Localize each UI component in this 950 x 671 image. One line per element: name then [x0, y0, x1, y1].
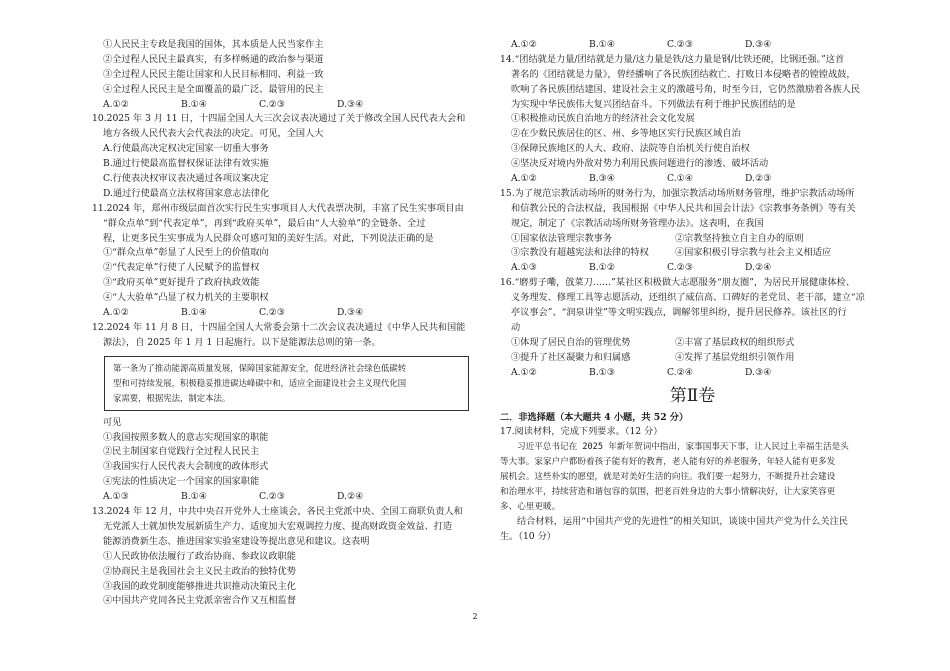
q13-option-b: B.①④ [589, 39, 616, 50]
q12-stem-1: 12.2024 年 11 月 8 日，十四届全国人大常委会第十二次会议表决通过《中华人民共和国能 [92, 321, 466, 333]
q11-option-a: A.①② [103, 307, 130, 319]
q17-material-line-2: 等大事。家家户户都盼着孩子能有好的教育，老人能有好的养老服务，年轻人能有更多发 [500, 457, 836, 468]
q10-option-a: A.行使最高决定权决定国家一切重大事务 [103, 143, 269, 155]
q17-material-line-5: 多、心里更暖。 [500, 502, 561, 513]
q13-option-a: A.①② [511, 39, 538, 50]
q10-option-b: B.通过行使最高监督权保证法律有效实施 [103, 158, 269, 170]
q9-tail [92, 38, 474, 112]
q15-option-b: B.①② [589, 262, 616, 274]
q12-lead: 可见 [103, 416, 122, 428]
left-column [92, 38, 474, 609]
q12-box-line-2: 型和可持续发展，积极稳妥推进碳达峰碳中和，适应全面建设社会主义现代化国 [113, 377, 407, 388]
q13-stem-1: 13.2024 年 12 月，中共中央召开党外人士座谈会，各民主党派中央、全国工商联负责人和 [92, 506, 463, 518]
q17-material-line-1: 习近平总书记在 2025 年新年贺词中指出，家事国事天下事，让人民过上幸福生活是头 [517, 442, 849, 453]
q15-item-2: ②宗教坚持独立自主自办的原则 [675, 232, 804, 244]
q16-stem-2: 义务理发、修理工具等志愿活动，还组织了威信高、口碑好的老党员、老干部，建立“凉 [511, 292, 865, 304]
q13-item-4: ④中国共产党同各民主党派亲密合作又互相监督 [103, 595, 296, 607]
q12-item-2: ②民主制国家自觉践行全过程人民民主 [103, 446, 260, 458]
q11-stem-3: 程，让更多民生实事成为人民群众可感可知的美好生活。对此，下列说法正确的是 [103, 232, 434, 244]
q13-stem-2: 无党派人士就加快发展新质生产力、适度加大宏观调控力度、提高财政资金效益、打造 [103, 520, 453, 532]
q14-item-2: ②在少数民族居住的区、州、乡等地区实行民族区域自治 [511, 128, 741, 140]
q9-option-b: B.①④ [181, 98, 208, 110]
q16-item-1: ①体现了居民自治的管理优势 [511, 336, 631, 348]
q9-option-a: A.①② [103, 98, 130, 110]
q15-stem-2: 和信教公民的合法权益，我国根据《中华人民共和国会计法》《宗教事务条例》等有关 [511, 202, 856, 214]
question-10 [92, 112, 474, 201]
q16-option-d: D.③④ [745, 366, 772, 378]
q14-option-c: C.①④ [667, 173, 694, 185]
q15-options [500, 261, 885, 276]
q14-options [500, 172, 885, 187]
q11-option-c: C.②③ [259, 307, 286, 319]
q15-item-4: ④国家积极引导宗教与社会主义相适应 [675, 247, 832, 259]
q16-item-3: ③提升了社区凝聚力和归属感 [511, 351, 631, 363]
q15-item-3: ③宗教没有超越宪法和法律的特权 [511, 247, 649, 259]
q10-stem-1: 10.2025 年 3 月 11 日，十四届全国人大三次会议表决通过了关于修改全国人民代表大会和 [92, 113, 466, 125]
q11-option-b: B.①④ [181, 307, 208, 319]
part-two-title: 第Ⅱ卷 [669, 386, 716, 407]
q16-stem-3: 亭议事会”、“润泉讲堂”等文明实践点，调解邻里纠纷，提升居民修养。该社区的行 [511, 307, 847, 319]
q16-items-row-1 [500, 336, 885, 351]
q16-options [500, 366, 885, 381]
q15-items-row-2 [500, 246, 885, 261]
question-14 [500, 53, 885, 187]
question-16 [500, 276, 885, 380]
q16-option-b: B.①③ [589, 366, 616, 378]
q13-options [500, 38, 885, 53]
q12-option-a: A.①③ [103, 491, 130, 503]
q16-items-row-2 [500, 351, 885, 366]
q12-options [92, 490, 474, 505]
q15-items-row-1 [500, 232, 885, 247]
q11-item-1: ①“群众点单”彰显了人民至上的价值取向 [103, 247, 269, 259]
q12-box-line-1: 第一条为了推动能源高质量发展，保障国家能源安全，促进经济社会绿色低碳转 [113, 362, 407, 373]
q16-option-a: A.①② [511, 366, 538, 378]
q14-option-b: B.③④ [589, 173, 616, 185]
q10-option-c: C.行使表决权审议表决通过各项议案决定 [103, 173, 269, 185]
page-number: 2 [472, 612, 478, 621]
q13-option-d: D.③④ [745, 39, 772, 50]
q14-stem-4: 为实现中华民族伟大复兴团结奋斗。下列做法有利于维护民族团结的是 [511, 98, 796, 110]
q9-options [92, 98, 474, 113]
q15-option-c: C.②③ [667, 262, 694, 274]
q9-item-2: ②全过程人民民主最真实，有多样畅通的政治参与渠道 [103, 53, 324, 65]
question-15 [500, 187, 885, 276]
q13-option-c: C.②③ [667, 39, 694, 50]
q11-item-3: ③“政府买单”更好提升了政府执政效能 [103, 277, 260, 289]
q12-option-c: C.②③ [259, 491, 286, 503]
q16-stem-4: 动 [511, 321, 521, 333]
q14-item-3: ③保障民族地区的人大、政府、法院等自治机关行使自治权 [511, 143, 750, 155]
q11-options [92, 306, 474, 321]
q14-option-a: A.①② [511, 173, 538, 185]
q16-item-2: ②丰富了基层政权的组织形式 [675, 336, 795, 348]
part-two [500, 383, 885, 545]
q17-heading: 17.阅读材料，完成下列要求。（12 分） [500, 426, 663, 438]
q17-material-line-3: 展机会。这些朴实的愿望，就是对美好生活的向往。我们要一起努力，不断提升社会建设 [500, 472, 836, 483]
q16-option-c: C.②④ [667, 366, 694, 378]
question-12 [92, 321, 474, 505]
q10-option-d: D.通过行使最高立法权将国家意志法律化 [103, 187, 270, 199]
q11-item-2: ②“代表定单”行使了人民赋予的监督权 [103, 262, 260, 274]
q15-option-a: A.①③ [511, 262, 538, 274]
q11-stem-2: “群众点单”到“代表定单”，再到“政府买单”，最后由“人大验单”的全链条、全过 [103, 217, 426, 229]
q9-item-4: ④全过程人民民主是全面覆盖的最广泛、最管用的民主 [103, 83, 324, 95]
section-heading: 二．非选择题（本大题共 4 小题，共 52 分） [500, 412, 689, 424]
q12-item-4: ④宪法的性质决定一个国家的国家职能 [103, 476, 260, 488]
q12-option-d: D.②④ [337, 491, 364, 503]
q12-stem-2: 源法》，自 2025 年 1 月 1 日起施行。以下是能源法总则的第一条。 [103, 336, 381, 348]
q17-task-line-2: 生。（10 分） [500, 531, 556, 543]
q11-stem-1: 11.2024 年，郑州市级层面首次实行民生实事项目人大代表票决制，丰富了民生实事项目由 [92, 202, 464, 214]
q9-option-c: C.②③ [259, 98, 286, 110]
q12-item-3: ③我国实行人民代表大会制度的政体形式 [103, 461, 269, 473]
q13-item-2: ②协商民主是我国社会主义民主政治的独特优势 [103, 565, 296, 577]
q11-item-4: ④“人大验单”凸显了权力机关的主要职权 [103, 292, 269, 304]
question-13 [92, 505, 474, 609]
q14-item-1: ①积极推动民族自治地方的经济社会文化发展 [511, 113, 695, 125]
q12-option-b: B.①④ [181, 491, 208, 503]
q17-material-line-4: 和治理水平，持续营造和谐包容的氛围，把老百姓身边的大事小情解决好，让大家笑容更 [500, 487, 836, 498]
q13-item-3: ③我国的政党制度能够推进共识推动决策民主化 [103, 580, 296, 592]
q15-stem-3: 规定，制定了《宗教活动场所财务管理办法》。这表明，在我国 [511, 217, 764, 229]
q9-item-3: ③全过程人民民主能让国家和人民目标相同、利益一致 [103, 68, 324, 80]
q12-law-excerpt-box [104, 356, 469, 411]
q17-material [500, 440, 885, 515]
q9-option-d: D.③④ [337, 98, 364, 110]
q16-stem-1: 16.“磨剪子嘞，戗菜刀……”某社区积极做大志愿服务“朋友圈”，为居民开展健康体检、 [500, 277, 855, 289]
q13-stem-3: 能源消费新生态、推进国家实验室建设等提出意见和建议。这表明 [103, 535, 370, 547]
q11-option-d: D.③④ [337, 307, 364, 319]
q16-item-4: ④发挥了基层党组织引领作用 [675, 351, 795, 363]
q15-stem-1: 15.为了规范宗教活动场所的财务行为，加强宗教活动场所财务管理，维护宗教活动场所 [500, 187, 855, 199]
q14-stem-1: 14.“团结就是力量/团结就是力量/这力量是铁/这力量是钢/比铁还硬，比钢还强。”这首 [500, 53, 845, 65]
question-11 [92, 202, 474, 321]
q14-item-4: ④坚决反对境内外敌对势力利用民族问题进行的渗透、破坏活动 [511, 158, 769, 170]
q17-task-line-1: 结合材料，运用“中国共产党的先进性”的相关知识，谈谈中国共产党为什么关注民 [517, 516, 848, 528]
q14-option-d: D.②③ [745, 173, 772, 185]
q14-stem-2: 著名的《团结就是力量》，曾经播响了各民族团结救亡、打败日本侵略者的镗镗战鼓， [511, 68, 856, 80]
q12-item-1: ①我国按照多数人的意志实现国家的职能 [103, 431, 269, 443]
q10-stem-2: 地方各级人民代表大会代表法的决定。可见，全国人大 [103, 128, 324, 140]
q15-option-d: D.②④ [745, 262, 772, 274]
q9-item-1: ①人民民主专政是我国的国体，其本质是人民当家作主 [103, 39, 324, 50]
right-column [500, 38, 885, 545]
q12-box-line-3: 家需要，根据宪法，制定本法。 [113, 392, 231, 403]
q13-item-1: ①人民政协依法履行了政治协商、参政议政职能 [103, 550, 296, 562]
q14-stem-3: 吹响了各民族团结建国、建设社会主义的激越号角，时至今日，它仍然激励着各族人民 [511, 83, 861, 95]
q15-item-1: ①国家依法管理宗教事务 [511, 232, 613, 244]
